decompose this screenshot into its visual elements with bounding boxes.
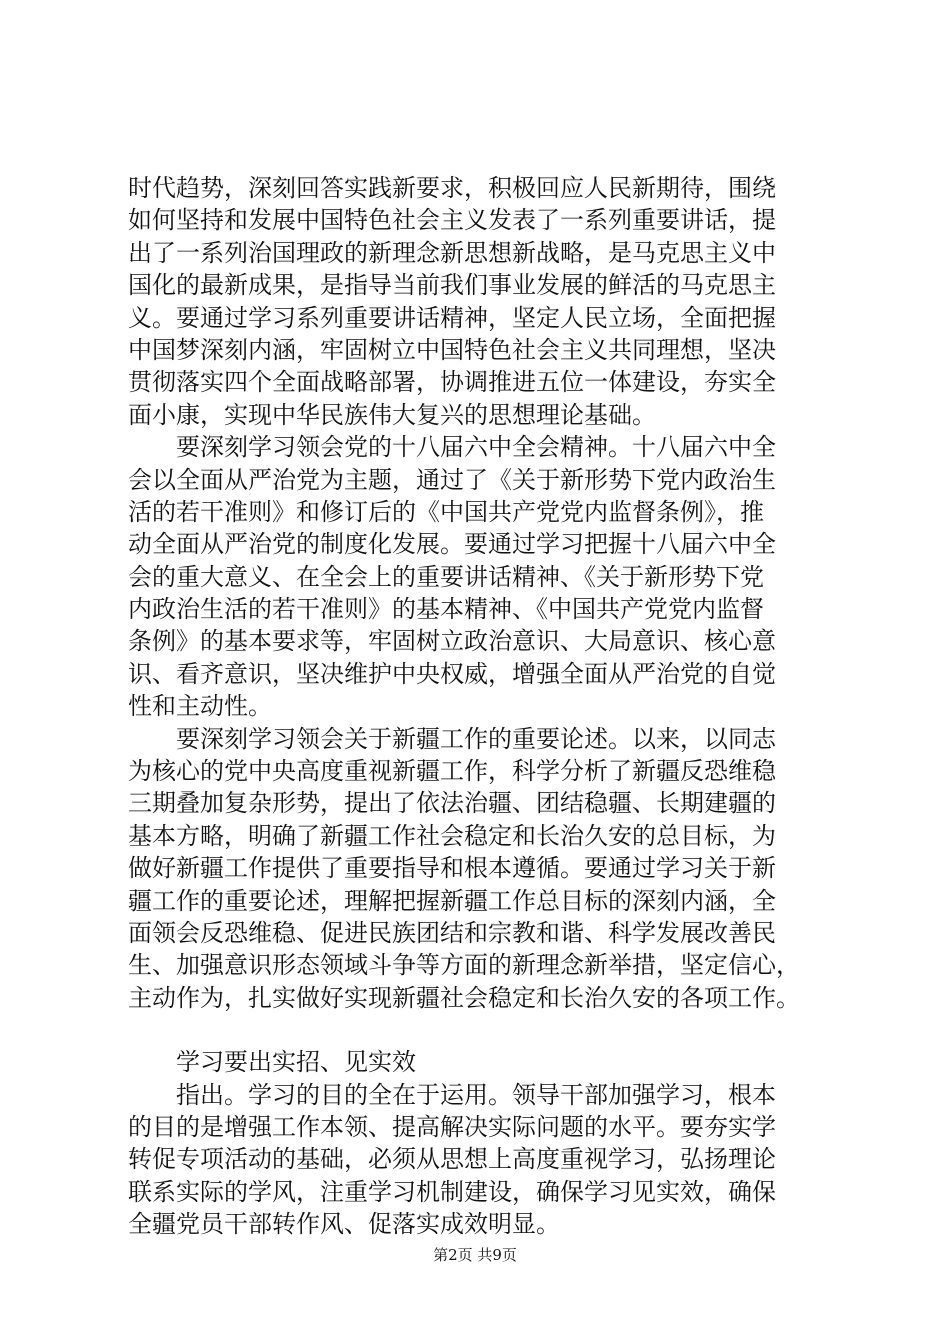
paragraph-3 bbox=[128, 723, 828, 1015]
text-line: 国化的最新成果，是指导当前我们事业发展的鲜活的马克思主 bbox=[128, 271, 776, 300]
text-line: 疆工作的重要论述，理解把握新疆工作总目标的深刻内涵，全 bbox=[128, 886, 776, 915]
text-line: 主动作为，扎实做好实现新疆社会稳定和长治久安的各项工作。 bbox=[128, 983, 800, 1012]
text-line: 会的重大意义、在全会上的重要讲话精神、《关于新形势下党 bbox=[128, 562, 764, 591]
text-line: 的目的是增强工作本领、提高解决实际问题的水平。要夯实学 bbox=[128, 1112, 776, 1141]
paragraph-gap bbox=[128, 1014, 828, 1046]
text-line: 内政治生活的若干准则》的基本精神、《中国共产党党内监督 bbox=[128, 595, 764, 624]
text-line: 贯彻落实四个全面战略部署，协调推进五位一体建设，夯实全 bbox=[128, 368, 776, 397]
text-line: 义。要通过学习系列重要讲话精神，坚定人民立场，全面把握 bbox=[128, 303, 776, 332]
paragraph-2 bbox=[128, 431, 828, 723]
text-line: 三期叠加复杂形势，提出了依法治疆、团结稳疆、长期建疆的 bbox=[128, 789, 776, 818]
text-line: 要深刻学习领会关于新疆工作的重要论述。以来，以同志 bbox=[176, 724, 776, 753]
text-line: 指出。学习的目的全在于运用。领导干部加强学习，根本 bbox=[176, 1080, 776, 1109]
text-line: 条例》的基本要求等，牢固树立政治意识、大局意识、核心意 bbox=[128, 627, 776, 656]
text-line: 面小康，实现中华民族伟大复兴的思想理论基础。 bbox=[128, 400, 656, 429]
text-line: 面领会反恐维稳、促进民族团结和宗教和谐、科学发展改善民 bbox=[128, 918, 776, 947]
text-line: 中国梦深刻内涵，牢固树立中国特色社会主义共同理想，坚决 bbox=[128, 335, 776, 364]
document-body bbox=[128, 172, 828, 1241]
text-line: 性和主动性。 bbox=[128, 692, 272, 721]
text-line: 生、加强意识形态领域斗争等方面的新理念新举措，坚定信心， bbox=[128, 951, 800, 980]
text-line: 基本方略，明确了新疆工作社会稳定和长治久安的总目标，为 bbox=[128, 821, 776, 850]
paragraph-4 bbox=[128, 1079, 828, 1241]
page-footer: 第2页 共9页 bbox=[433, 1246, 517, 1264]
text-line: 如何坚持和发展中国特色社会主义发表了一系列重要讲话，提 bbox=[128, 206, 776, 235]
text-line: 会以全面从严治党为主题，通过了《关于新形势下党内政治生 bbox=[128, 465, 776, 494]
text-line: 联系实际的学风，注重学习机制建设，确保学习见实效，确保 bbox=[128, 1177, 776, 1206]
text-line: 识、看齐意识，坚决维护中央权威，增强全面从严治党的自觉 bbox=[128, 659, 776, 688]
text-line: 出了一系列治国理政的新理念新思想新战略，是马克思主义中 bbox=[128, 238, 776, 267]
text-line: 要深刻学习领会党的十八届六中全会精神。十八届六中全 bbox=[176, 433, 776, 462]
text-line: 动全面从严治党的制度化发展。要通过学习把握十八届六中全 bbox=[128, 530, 776, 559]
text-line: 做好新疆工作提供了重要指导和根本遵循。要通过学习关于新 bbox=[128, 854, 776, 883]
text-line: 活的若干准则》和修订后的《中国共产党党内监督条例》，推 bbox=[128, 497, 764, 526]
section-heading: 学习要出实招、见实效 bbox=[176, 1048, 416, 1077]
paragraph-1 bbox=[128, 172, 828, 431]
text-line: 转促专项活动的基础，必须从思想上高度重视学习，弘扬理论 bbox=[128, 1145, 776, 1174]
text-line: 时代趋势，深刻回答实践新要求，积极回应人民新期待，围绕 bbox=[128, 174, 776, 202]
text-line: 全疆党员干部转作风、促落实成效明显。 bbox=[128, 1210, 560, 1239]
text-line: 为核心的党中央高度重视新疆工作，科学分析了新疆反恐维稳 bbox=[128, 757, 776, 786]
